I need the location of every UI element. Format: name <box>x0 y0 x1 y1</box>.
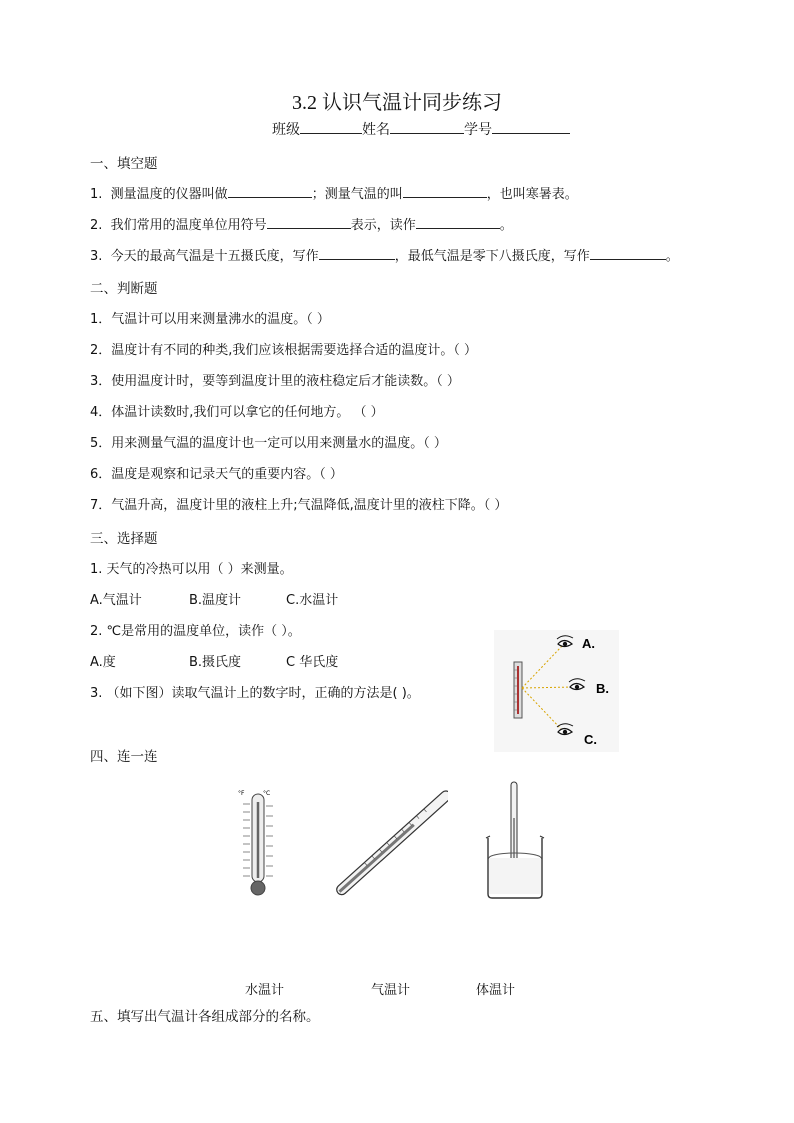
svg-text:°F: °F <box>238 790 245 797</box>
page-title: 3.2 认识气温计同步练习 <box>292 92 502 114</box>
judge-item: 1．气温计可以用来测量沸水的温度。（ ） <box>90 312 330 327</box>
choice-question-1: 1. 天气的冷热可以用（ ）来测量。 <box>90 562 293 577</box>
id-label: 学号 <box>464 122 492 138</box>
answer-blank[interactable] <box>590 245 666 260</box>
label-body-thermometer: 体温计 <box>476 983 516 998</box>
name-label: 姓名 <box>362 122 390 138</box>
fill-question-3: 3. 今天的最高气温是十五摄氏度，写作 ，最低气温是零下八摄氏度，写作 。 <box>90 245 679 264</box>
section2-heading: 二、判断题 <box>90 281 158 297</box>
judge-item: 4．体温计读数时,我们可以拿它的任何地方。 （ ） <box>90 405 384 420</box>
student-info-line <box>272 119 570 139</box>
judge-item: 6．温度是观察和记录天气的重要内容。（ ） <box>90 467 343 482</box>
judge-item: 5．用来测量气温的温度计也一定可以用来测量水的温度。（ ） <box>90 436 447 451</box>
choice-option-b: B.摄氏度 <box>189 655 242 670</box>
eye-label-b: B. <box>596 681 609 696</box>
section4-heading: 四、连一连 <box>90 749 158 765</box>
choice-option-c: C 华氏度 <box>286 655 339 670</box>
eye-label-a: A. <box>582 636 595 651</box>
water-thermometer-beaker-image <box>484 778 546 900</box>
wall-thermometer-image <box>234 786 280 901</box>
choice-question-2: 2. ℃是常用的温度单位，读作（ ）。 <box>90 624 301 639</box>
answer-blank[interactable] <box>228 183 312 198</box>
choice-option-b: B.温度计 <box>189 593 242 608</box>
fill-question-1: 1. 测量温度的仪器叫做 ；测量气温的叫 ，也叫寒暑表。 <box>90 183 578 202</box>
section5-heading: 五、填写出气温计各组成部分的名称。 <box>90 1009 320 1025</box>
answer-blank[interactable] <box>403 183 487 198</box>
judge-item: 2．温度计有不同的种类,我们应该根据需要选择合适的温度计。（ ） <box>90 343 478 358</box>
name-blank[interactable] <box>390 119 464 134</box>
eye-label-c: C. <box>584 732 597 747</box>
svg-text:°C: °C <box>263 790 271 797</box>
clinical-thermometer-image <box>328 785 448 901</box>
section3-heading: 三、选择题 <box>90 531 158 547</box>
answer-blank[interactable] <box>416 214 500 229</box>
section1-heading: 一、填空题 <box>90 156 158 172</box>
class-label: 班级 <box>272 122 300 138</box>
fill-question-2: 2. 我们常用的温度单位用符号 表示，读作 。 <box>90 214 513 233</box>
choice-option-a: A.气温计 <box>90 593 142 608</box>
choice-option-a: A.度 <box>90 655 116 670</box>
id-blank[interactable] <box>492 119 570 134</box>
answer-blank[interactable] <box>319 245 395 260</box>
choice-option-c: C.水温计 <box>286 593 339 608</box>
choice-question-3: 3. （如下图）读取气温计上的数字时，正确的方法是( )。 <box>90 686 420 701</box>
label-air-thermometer: 气温计 <box>371 983 411 998</box>
judge-item: 3．使用温度计时，要等到温度计里的液柱稳定后才能读数。（ ） <box>90 374 460 389</box>
class-blank[interactable] <box>300 119 362 134</box>
judge-item: 7．气温升高，温度计里的液柱上升;气温降低,温度计里的液柱下降。（ ） <box>90 498 508 513</box>
eye-reading-diagram <box>494 630 619 752</box>
label-water-thermometer: 水温计 <box>245 983 285 998</box>
answer-blank[interactable] <box>267 214 351 229</box>
